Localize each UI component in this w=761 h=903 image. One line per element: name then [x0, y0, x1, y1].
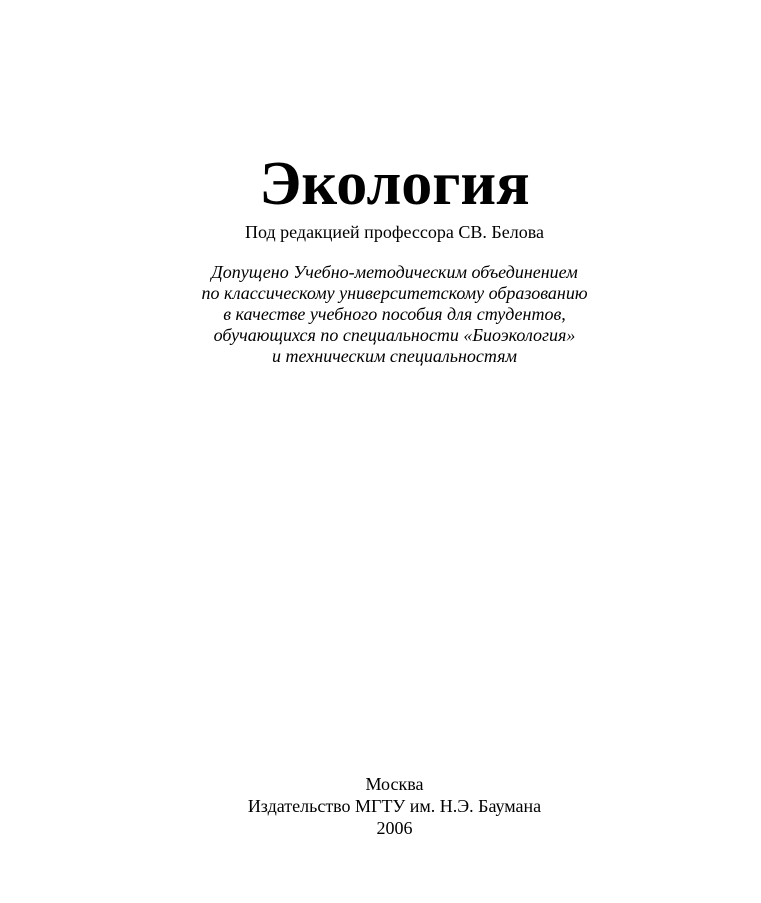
imprint [0, 773, 761, 839]
imprint-city: Москва [365, 774, 424, 794]
imprint-publisher: Издательство МГТУ им. Н.Э. Баумана [247, 796, 542, 816]
approval-statement [0, 262, 761, 367]
approval-line: обучающихся по специальности «Биоэкология» [213, 325, 576, 345]
approval-line: и техническим специальностям [272, 346, 517, 366]
book-title: Экология [259, 150, 530, 218]
editor-line: Под редакцией профессора СВ. Белова [245, 222, 544, 242]
approval-line: по классическому университетскому образованию [201, 283, 588, 303]
approval-line: в качестве учебного пособия для студентов, [223, 304, 566, 324]
imprint-year: 2006 [376, 818, 413, 838]
approval-line: Допущено Учебно-методическим объединением [211, 262, 578, 282]
